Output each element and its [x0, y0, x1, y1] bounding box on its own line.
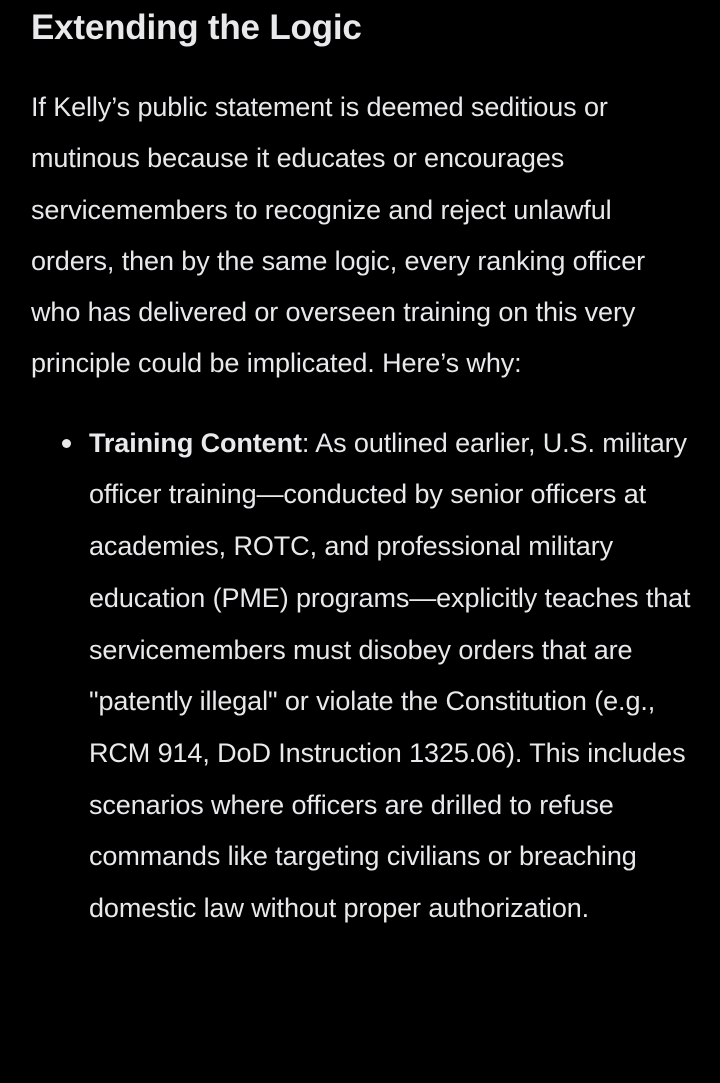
- bullet-separator: :: [301, 427, 310, 458]
- bullet-dot-icon: [62, 439, 71, 448]
- article-section: [31, 0, 701, 935]
- bullet-term: Training Content: [89, 427, 302, 458]
- bullet-text: As outlined earlier, U.S. military officer training—conducted by senior officers at academies, ROTC, and professional military education (PME) programs—explicitly teaches that servicemembers must disobey orders that are "patently illegal" or violate the Constitution (e.g., RCM 914, DoD Instruction 1325.06). This includes scenarios where officers are drilled to refuse commands like targeting civilians or breaching domestic law without proper authorization.: [89, 427, 691, 924]
- intro-paragraph: If Kelly’s public statement is deemed seditious or mutinous because it educates or encourages servicemembers to recognize and reject unlawful orders, then by the same logic, every ranking officer who has delivered or overseen training on this very principle could be implicated. Here’s why:: [31, 92, 646, 379]
- list-item: [31, 418, 701, 935]
- bullet-list: [31, 418, 701, 935]
- section-heading: Extending the Logic: [31, 8, 362, 47]
